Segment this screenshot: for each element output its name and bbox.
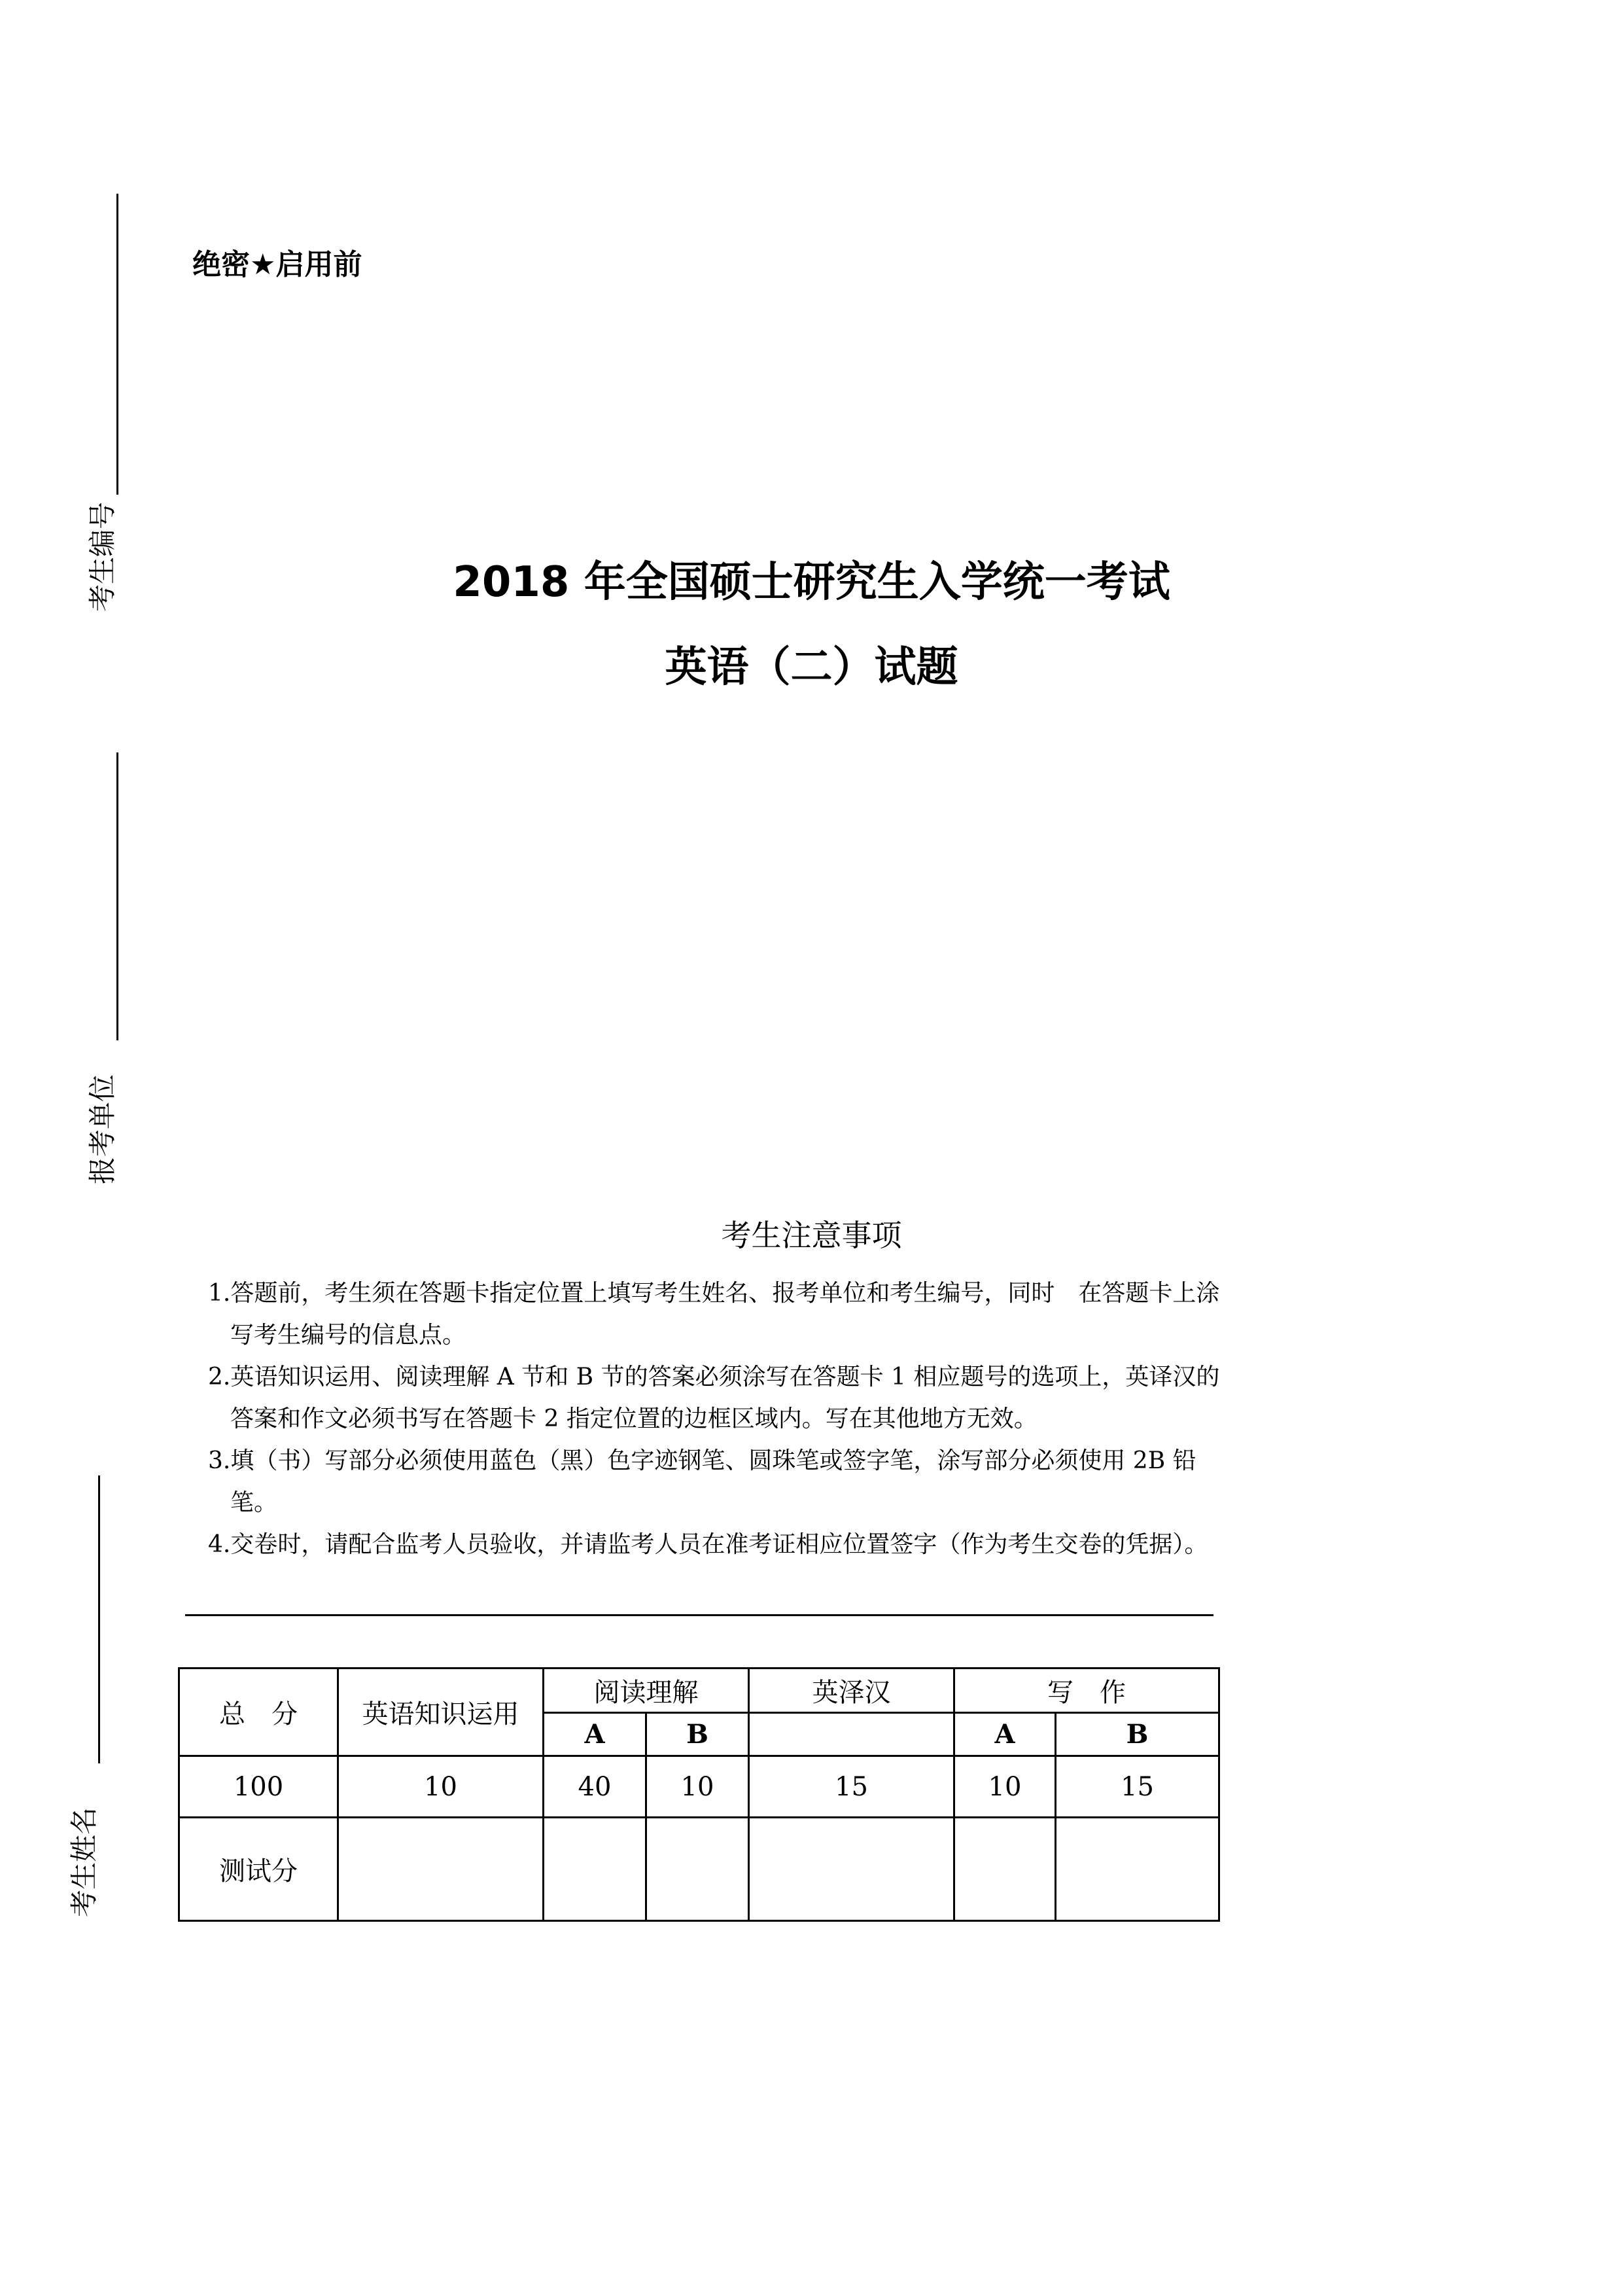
points-reading-a: 40: [544, 1756, 646, 1818]
notes-heading: 考生注意事项: [721, 1218, 902, 1253]
header-reading-a: A: [544, 1713, 646, 1756]
score-cell: [544, 1818, 646, 1921]
header-writing: 写 作: [954, 1669, 1219, 1713]
header-knowledge: 英语知识运用: [338, 1669, 544, 1756]
unit-label: 报考单位: [86, 1074, 118, 1184]
header-writing-a: A: [954, 1713, 1056, 1756]
exam-number-label: 考生编号: [86, 501, 118, 612]
exam-subtitle: 英语（二）试题: [665, 643, 958, 692]
header-writing-b: B: [1056, 1713, 1219, 1756]
points-reading-b: 10: [646, 1756, 749, 1818]
exam-title: 2018 年全国硕士研究生入学统一考试: [453, 558, 1170, 607]
note-item: 3.填（书）写部分必须使用蓝色（黑）色字迹钢笔、圆珠笔或签字笔，涂写部分必须使用 2B 铅笔。: [208, 1447, 1196, 1516]
header-reading: 阅读理解: [544, 1669, 749, 1713]
score-table: [178, 1667, 1220, 1922]
points-row: [179, 1756, 1219, 1818]
header-total: 总 分: [179, 1669, 338, 1756]
score-row-label: 测试分: [179, 1818, 338, 1921]
candidate-name-label: 考生姓名: [68, 1807, 100, 1917]
points-translation: 15: [749, 1756, 954, 1818]
binding-line-top: [116, 194, 118, 495]
divider-line: [185, 1614, 1213, 1616]
note-item: 4.交卷时，请配合监考人员验收，并请监考人员在准考证相应位置签字（作为考生交卷的凭据）。: [208, 1531, 1208, 1558]
points-writing-b: 15: [1056, 1756, 1219, 1818]
header-reading-b: B: [646, 1713, 749, 1756]
note-item: 2.英语知识运用、阅读理解 A 节和 B 节的答案必须涂写在答题卡 1 相应题号的选项上，英译汉的答案和作文必须书写在答题卡 2 指定位置的边框区域内。写在其他地方无效。: [208, 1364, 1220, 1432]
note-item: 1.答题前，考生须在答题卡指定位置上填写考生姓名、报考单位和考生编号，同时 在答题卡上涂写考生编号的信息点。: [208, 1280, 1220, 1349]
points-writing-a: 10: [954, 1756, 1056, 1818]
header-translation: 英泽汉: [749, 1669, 954, 1713]
confidential-mark: 绝密★启用前: [192, 248, 362, 281]
score-cell: [954, 1818, 1056, 1921]
score-cell: [338, 1818, 544, 1921]
points-total: 100: [179, 1756, 338, 1818]
score-cell: [646, 1818, 749, 1921]
header-translation-blank: [749, 1713, 954, 1756]
score-row: [179, 1818, 1219, 1921]
points-knowledge: 10: [338, 1756, 544, 1818]
notes-list: [208, 1273, 1222, 1566]
binding-line-middle: [116, 752, 118, 1040]
score-cell: [749, 1818, 954, 1921]
score-cell: [1056, 1818, 1219, 1921]
binding-line-bottom: [98, 1475, 100, 1763]
